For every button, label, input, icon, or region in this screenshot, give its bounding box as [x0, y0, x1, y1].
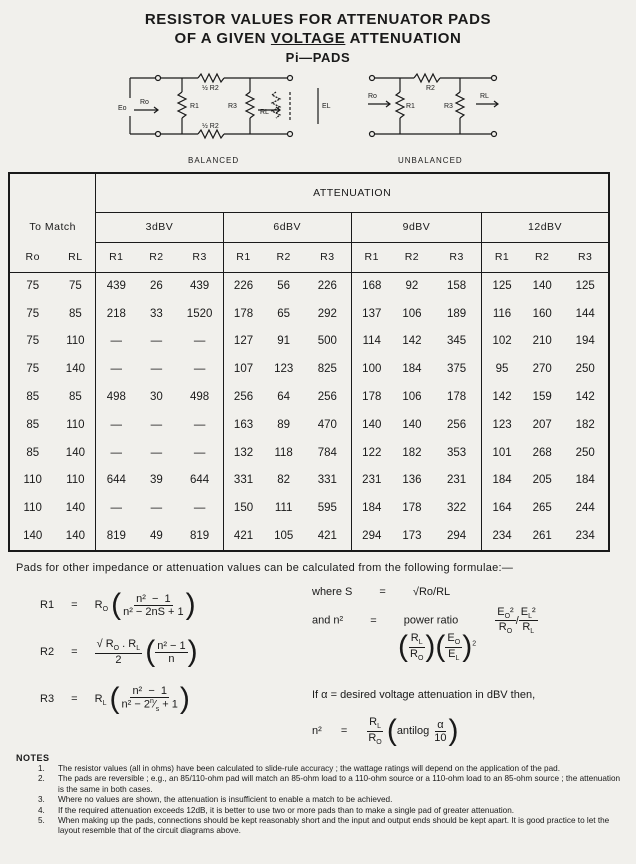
ro-cell: 75 — [26, 335, 40, 348]
value-cell: 375 — [447, 363, 467, 376]
note-text: The pads are reversible ; e.g., an 85/110-ohm pad will match an 85-ohm load to a 110-ohm source or a 110-ohm load to an 85-ohm source ; the attenuation is the same in both cases. — [58, 774, 621, 794]
value-cell: 210 — [532, 335, 552, 348]
balanced-r1-label: R1 — [190, 103, 199, 110]
value-cell: 292 — [317, 307, 337, 320]
value-cell: 184 — [402, 363, 422, 376]
subheader: R3 — [304, 242, 351, 272]
rl-over-ro: $\frac{R_L}{R_O}$ — [368, 716, 382, 746]
equals-sign: = — [379, 586, 386, 598]
value-cell: 102 — [482, 328, 522, 356]
ro-cell: 140 — [23, 530, 43, 543]
table-row — [10, 328, 608, 356]
table-row — [10, 383, 608, 411]
formula-intro: Pads for other impedance or attenuation values can be calculated from the following formulae:— — [16, 562, 514, 574]
value-cell: 49 — [150, 530, 163, 543]
value-cell: 158 — [447, 280, 467, 293]
value-cell: 114 — [351, 328, 391, 356]
value-cell: 784 — [317, 446, 337, 459]
value-cell: 107 — [223, 355, 263, 383]
value-cell: 234 — [482, 522, 522, 550]
value-cell: — — [96, 411, 136, 439]
value-cell: 226 — [317, 280, 337, 293]
value-cell: 137 — [351, 300, 391, 328]
page-title — [0, 10, 636, 67]
note-number: 4. — [38, 805, 45, 815]
r1-formula-body: $R_O$ ( $\frac{\text{n² − 1}}{\text{n² − 2nS + 1}}$ ) — [94, 588, 196, 621]
value-cell: 184 — [351, 494, 391, 522]
value-cell: 256 — [447, 418, 467, 431]
value-cell: 111 — [274, 502, 293, 515]
subheader: R3 — [432, 242, 481, 272]
table-row — [10, 439, 608, 467]
subheader: R1 — [96, 242, 136, 272]
rl-cell: 85 — [69, 307, 82, 320]
value-cell: 163 — [223, 411, 263, 439]
note-text: If the required attenuation exceeds 12dB, it is better to use two or more pads than to make a single pad of greater attenuation. — [58, 805, 515, 815]
balanced-el-label: EL — [322, 103, 331, 110]
value-cell: 92 — [405, 280, 419, 293]
r2-label: R2 — [40, 645, 55, 658]
value-cell: 250 — [575, 446, 595, 459]
note-text: The resistor values (all in ohms) have been calculated to slide-rule accuracy ; the wattage ratings will depend on the application of the pad. — [58, 764, 560, 773]
value-cell: 322 — [447, 502, 467, 515]
ro-cell: 110 — [23, 474, 42, 487]
value-cell: 231 — [351, 467, 391, 495]
value-cell: 123 — [274, 363, 294, 376]
value-cell: 184 — [575, 474, 595, 487]
value-cell: 439 — [190, 280, 210, 293]
value-cell: 182 — [402, 446, 422, 459]
value-cell: 194 — [575, 335, 595, 348]
ro-cell: 75 — [26, 280, 40, 293]
value-cell: 644 — [96, 467, 136, 495]
value-cell: 122 — [351, 439, 391, 467]
value-cell: 142 — [575, 391, 595, 404]
n2-antilog-line: n² = $\frac{R_L}{R_O}$ (antilog $\frac{\alpha}{10}$ ) — [312, 714, 459, 747]
table-row — [10, 355, 608, 383]
value-cell: 439 — [96, 272, 136, 300]
note-text: When making up the pads, connections should be kept reasonably short and the input and output ends should be kept apart. It is good practice to let the layout resemble that of the circuit diagrams above. — [58, 816, 610, 836]
value-cell: 140 — [532, 280, 552, 293]
value-cell: 1520 — [186, 307, 213, 320]
value-cell: 144 — [575, 307, 595, 320]
note-number: 1. — [38, 764, 45, 773]
value-cell: 345 — [447, 335, 467, 348]
value-cell: 205 — [532, 474, 552, 487]
note-number: 2. — [38, 774, 45, 784]
value-cell: 65 — [277, 307, 291, 320]
unbalanced-circuit-diagram — [362, 68, 512, 148]
ro-column-header: Ro — [10, 242, 55, 272]
equals-sign: = — [340, 724, 348, 737]
equals-sign: = — [370, 614, 377, 627]
subheader: R2 — [136, 242, 176, 272]
value-cell: 256 — [317, 391, 337, 404]
value-cell: — — [193, 335, 206, 348]
antilog-text: antilog — [396, 724, 430, 737]
value-cell: 160 — [532, 307, 552, 320]
value-cell: 125 — [575, 280, 595, 293]
value-cell: 825 — [317, 363, 337, 376]
equals-sign: = — [71, 598, 78, 611]
note-item — [38, 795, 628, 805]
rl-column-header: RL — [55, 242, 95, 272]
ro-cell: 75 — [26, 363, 40, 376]
value-cell: 123 — [482, 411, 522, 439]
balanced-eo-label: Eo — [118, 105, 127, 112]
note-item — [38, 774, 628, 795]
unbalanced-rl-label: RL — [480, 93, 489, 100]
value-cell: 106 — [402, 391, 422, 404]
value-cell: 234 — [575, 530, 595, 543]
value-cell: 95 — [482, 355, 522, 383]
value-cell: 105 — [274, 530, 294, 543]
r1-label: R1 — [40, 598, 55, 611]
notes-heading: NOTES — [16, 753, 50, 763]
value-cell: 819 — [190, 530, 210, 543]
value-cell: 268 — [532, 446, 552, 459]
equals-sign: = — [71, 645, 78, 658]
rl-cell: 75 — [69, 280, 82, 293]
title-line-2 — [0, 29, 636, 48]
value-cell: — — [96, 328, 136, 356]
resistor-values-table — [8, 172, 610, 552]
value-cell: 39 — [150, 474, 163, 487]
group-header-3dbv: 3dBV — [96, 212, 223, 242]
balanced-circuit-diagram — [110, 68, 350, 148]
group-header-9dbv: 9dBV — [351, 212, 481, 242]
unbalanced-r1-label: R1 — [406, 103, 415, 110]
group-header-6dbv: 6dBV — [223, 212, 351, 242]
value-cell: 250 — [575, 363, 595, 376]
table-row — [10, 494, 608, 522]
value-cell: — — [150, 363, 163, 376]
value-cell: 56 — [277, 280, 291, 293]
value-cell: 173 — [402, 530, 422, 543]
value-cell: 294 — [447, 530, 467, 543]
and-n2-text: and n² — [312, 614, 344, 627]
value-cell: 498 — [96, 383, 136, 411]
to-match-header: To Match — [29, 221, 76, 233]
table-row — [10, 522, 608, 550]
subheader: R2 — [263, 242, 303, 272]
value-cell: 244 — [575, 502, 595, 515]
r2-formula — [40, 637, 198, 667]
alpha-symbol: α — [437, 718, 444, 731]
value-cell: 33 — [150, 307, 163, 320]
subheader: R3 — [562, 242, 608, 272]
value-cell: 421 — [223, 522, 263, 550]
rl-cell: 140 — [65, 502, 85, 515]
unbalanced-r3-label: R3 — [444, 103, 453, 110]
value-cell: 231 — [447, 474, 467, 487]
attenuation-header: ATTENUATION — [96, 174, 608, 212]
balanced-label: BALANCED — [188, 156, 240, 165]
r3-formula — [40, 684, 190, 714]
power-ratio-fraction: $\frac{E_O^2}{R_O}$ / $\frac{E_L^2}{R_L}$ — [497, 606, 536, 636]
value-cell: 595 — [317, 502, 337, 515]
rl-cell: 110 — [66, 335, 85, 348]
rl-cell: 110 — [66, 418, 85, 431]
value-cell: 189 — [447, 307, 467, 320]
subtitle: Pi—PADS — [285, 50, 351, 65]
n2-expansion: ( $\frac{R_L}{R_O}$ )( $\frac{E_O}{E_L}$ )$^2$ — [398, 630, 477, 663]
r1-formula — [40, 590, 196, 620]
value-cell: 331 — [317, 474, 337, 487]
title-line-2-pre: OF A GIVEN — [174, 30, 271, 47]
subheader: R2 — [522, 242, 562, 272]
value-cell: 294 — [351, 522, 391, 550]
value-cell: 89 — [277, 418, 291, 431]
where-s-line — [312, 586, 450, 598]
balanced-r3-label: R3 — [228, 103, 237, 110]
ro-cell: 75 — [26, 307, 40, 320]
value-cell: — — [150, 418, 163, 431]
note-text: Where no values are shown, the attenuation is insufficient to enable a match to be achieved. — [58, 795, 393, 805]
value-cell: 140 — [402, 418, 422, 431]
note-item — [38, 806, 628, 816]
value-cell: 142 — [482, 383, 522, 411]
value-cell: 218 — [96, 300, 136, 328]
value-cell: — — [150, 335, 163, 348]
value-cell: 421 — [317, 530, 337, 543]
r3-label: R3 — [40, 692, 55, 705]
value-cell: 265 — [532, 502, 552, 515]
alpha-over-ten — [432, 719, 448, 744]
value-cell: 164 — [482, 494, 522, 522]
value-cell: 226 — [223, 272, 263, 300]
table-row — [10, 467, 608, 495]
value-cell: — — [96, 439, 136, 467]
subheader: R3 — [177, 242, 223, 272]
value-cell: 142 — [402, 335, 422, 348]
value-cell: 500 — [317, 335, 337, 348]
value-cell: 132 — [223, 439, 263, 467]
r3-formula-body: $R_L$ ( $\frac{\text{n² − 1}}{n^2 - 2^n⁄_s + 1}$ ) — [94, 682, 190, 715]
ro-cell: 85 — [26, 418, 40, 431]
subheader: R1 — [223, 242, 263, 272]
notes-list — [38, 764, 628, 837]
value-cell: 178 — [351, 383, 391, 411]
balanced-rl-label: RL — [260, 109, 269, 116]
rl-cell: 140 — [65, 363, 85, 376]
balanced-half-r2-bottom-label: ½ R2 — [202, 123, 219, 130]
value-cell: 106 — [402, 307, 422, 320]
value-cell: — — [193, 418, 206, 431]
table-row — [10, 411, 608, 439]
value-cell: 125 — [482, 272, 522, 300]
subheader: R2 — [392, 242, 432, 272]
if-alpha-line: If α = desired voltage attenuation in dBV then, — [312, 689, 536, 701]
value-cell: 498 — [190, 391, 210, 404]
value-cell: 150 — [223, 494, 263, 522]
unbalanced-r2-label: R2 — [426, 85, 435, 92]
value-cell: — — [193, 502, 206, 515]
equals-sign: = — [71, 692, 78, 705]
sqrt-ro-rl: √Ro/RL — [412, 586, 451, 598]
rl-cell: 85 — [69, 391, 82, 404]
value-cell: — — [150, 502, 163, 515]
value-cell: 168 — [351, 272, 391, 300]
rl-cell: 140 — [65, 446, 85, 459]
value-cell: 101 — [482, 439, 522, 467]
rl-cell: 140 — [65, 530, 85, 543]
where-s-text: where S — [312, 586, 353, 598]
ro-cell: 85 — [26, 446, 40, 459]
subheader: R1 — [351, 242, 391, 272]
note-number: 3. — [38, 795, 45, 805]
value-cell: 136 — [402, 474, 422, 487]
value-cell: 644 — [190, 474, 210, 487]
table-body — [10, 272, 608, 550]
balanced-half-r2-top-label: ½ R2 — [202, 85, 219, 92]
value-cell: 178 — [447, 391, 467, 404]
note-item — [38, 816, 628, 837]
value-cell: 819 — [96, 522, 136, 550]
value-cell: 26 — [150, 280, 163, 293]
value-cell: — — [96, 494, 136, 522]
table-row — [10, 272, 608, 300]
table-row — [10, 300, 608, 328]
unbalanced-ro-label: Ro — [368, 93, 377, 100]
value-cell: 261 — [532, 530, 552, 543]
value-cell: 91 — [277, 335, 291, 348]
r2-formula-body: $\frac{√ R_O . R_L}{2}$ ( $\frac{\text{n² − 1}}{n}$ ) — [96, 635, 198, 668]
subheader: R1 — [482, 242, 522, 272]
value-cell: 116 — [482, 300, 522, 328]
value-cell: — — [193, 363, 206, 376]
ten-text: 10 — [434, 731, 447, 744]
value-cell: 353 — [447, 446, 467, 459]
note-item — [38, 764, 628, 774]
value-cell: 178 — [402, 502, 422, 515]
value-cell: 256 — [223, 383, 263, 411]
value-cell: — — [150, 446, 163, 459]
value-cell: — — [96, 355, 136, 383]
value-cell: 207 — [532, 418, 552, 431]
value-cell: — — [193, 446, 206, 459]
value-cell: 127 — [223, 328, 263, 356]
value-cell: 270 — [532, 363, 552, 376]
ro-cell: 85 — [26, 391, 40, 404]
table-corner — [10, 174, 96, 212]
power-ratio-text: power ratio — [403, 614, 459, 627]
value-cell: 159 — [532, 391, 552, 404]
n2-label: n² — [312, 724, 322, 737]
value-cell: 30 — [150, 391, 163, 404]
group-header-12dbv: 12dBV — [482, 212, 608, 242]
title-line-1: RESISTOR VALUES FOR ATTENUATOR PADS — [144, 11, 492, 28]
value-cell: 178 — [223, 300, 263, 328]
value-cell: 118 — [274, 446, 293, 459]
balanced-ro-label: Ro — [140, 99, 149, 106]
note-number: 5. — [38, 816, 45, 826]
value-cell: 64 — [277, 391, 291, 404]
rl-cell: 110 — [66, 474, 85, 487]
title-line-2-underlined: VOLTAGE — [270, 30, 346, 47]
unbalanced-label: UNBALANCED — [398, 156, 463, 165]
value-cell: 184 — [482, 467, 522, 495]
value-cell: 100 — [351, 355, 391, 383]
value-cell: 140 — [351, 411, 391, 439]
value-cell: 470 — [317, 418, 337, 431]
title-line-2-post: ATTENUATION — [345, 30, 462, 47]
value-cell: 82 — [277, 474, 291, 487]
value-cell: 182 — [575, 418, 595, 431]
value-cell: 331 — [223, 467, 263, 495]
ro-cell: 110 — [23, 502, 42, 515]
